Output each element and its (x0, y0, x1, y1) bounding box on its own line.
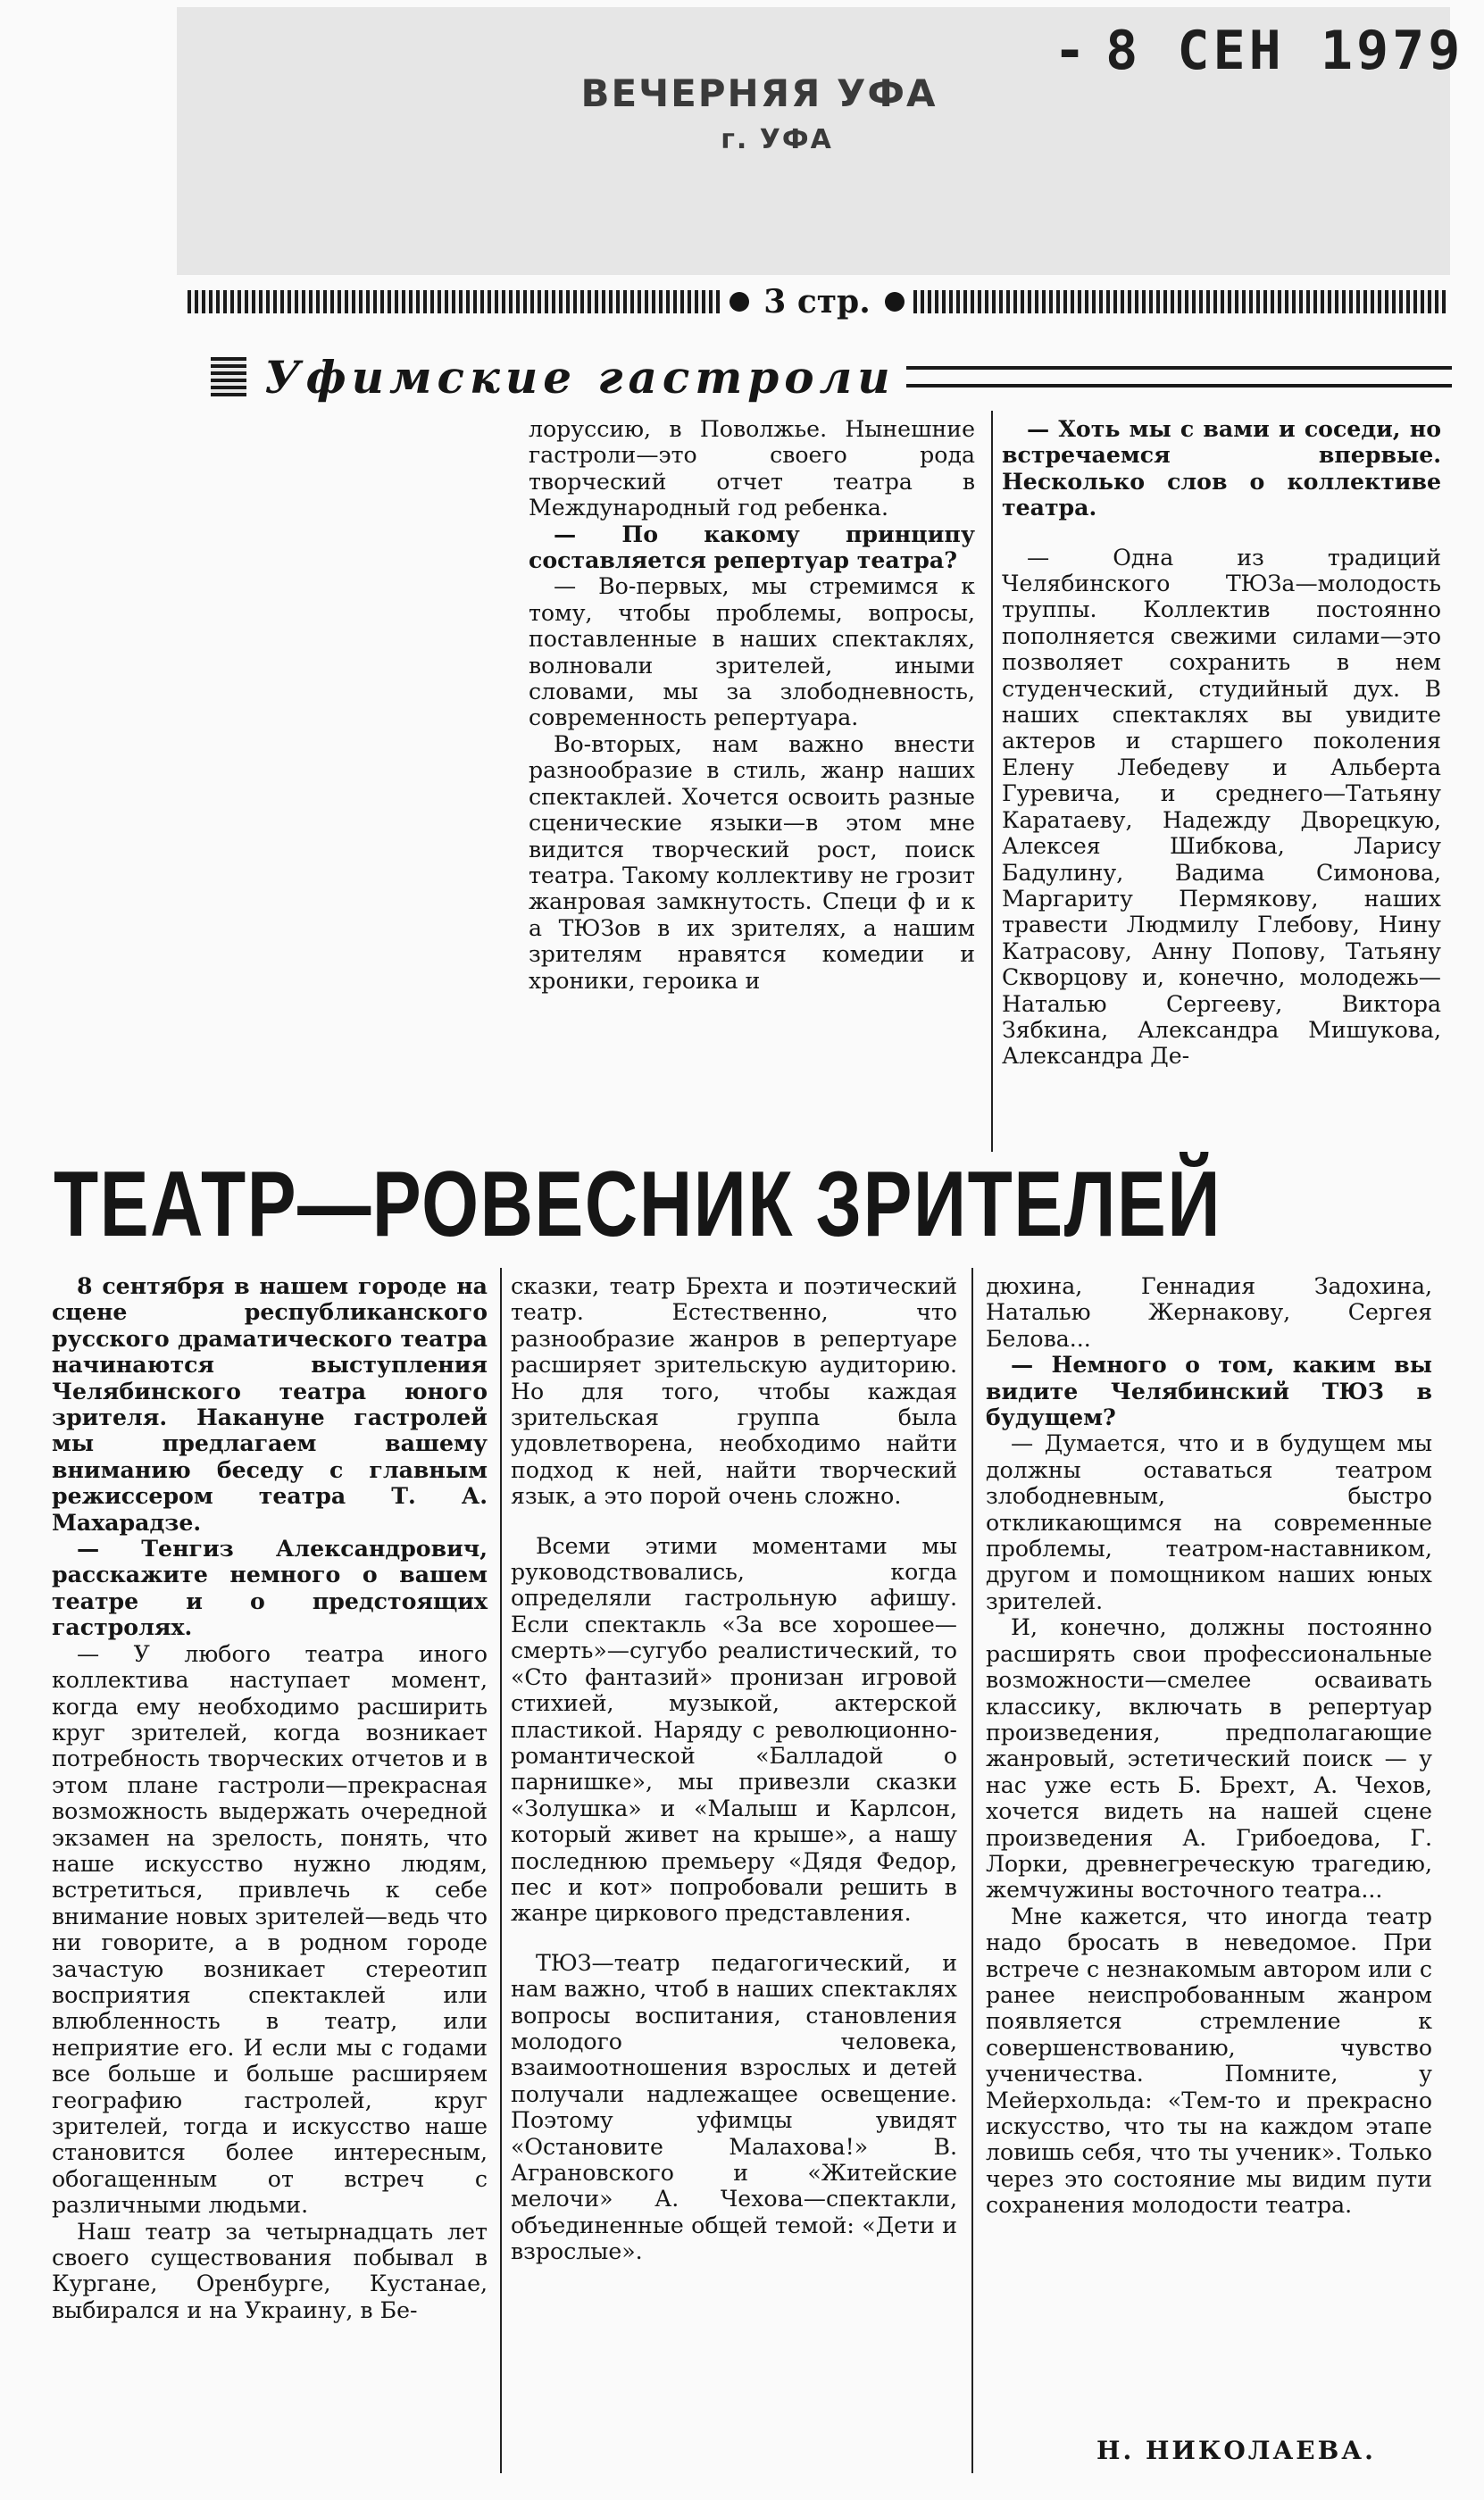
date-dash: - (1054, 20, 1090, 82)
article-headline: ТЕАТР—РОВЕСНИК ЗРИТЕЛЕЙ (54, 1153, 1221, 1256)
article-column-lower-2 (511, 1273, 957, 2265)
date-text: 8 СЕН 1979 (1105, 20, 1464, 82)
publication-name: ВЕЧЕРНЯЯ УФА (580, 71, 938, 115)
rubric-double-rule (906, 366, 1452, 388)
article-paragraph: лоруссию, в Поволжье. Нынешние гастроли—это своего рода творческий отчет театра в Международный год ребенка. (529, 416, 975, 521)
newspaper-masthead (179, 71, 1339, 155)
bullet-icon (729, 292, 749, 312)
article-paragraph: — Тенгиз Александрович, расскажите немного о вашем театре и о предстоящих гастролях. (52, 1535, 488, 1641)
article-paragraph: 8 сентября в нашем городе на сцене республиканского русского драматического театра начинаются выступления Челябинского театра юного зрителя. Накануне гастролей мы предлагаем вашему вниманию беседу с главным режиссером театра Т. А. Махарадзе. (52, 1272, 488, 1536)
article-paragraph: И, конечно, должны постоянно расширять свои профессиональные возможности—смелее осваивать классику, включать в репертуар произведения, предполагающие жанровый, эстетический поиск — у нас уже есть Б. Брехт, А. Чехов, хочется видеть на нашей сцене произведения А. Грибоедова, Г. Лорки, древнегреческую трагедию, жемчужины восточного театра... (986, 1614, 1432, 1904)
article-paragraph: — Одна из традиций Челябинского ТЮЗа—молодость труппы. Коллектив постоянно пополняется свежими силами—это позволяет сохранить в нем студенческий, студийный дух. В наших спектаклях вы увидите актеров и старшего поколения Елену Лебедеву и Альберта Гуревича, и среднего—Татьяну Каратаеву, Надежду Дворецкую, Алексея Шибкова, Ларису Бадулину, Вадима Симонова, Маргариту Пермякову, наших травести Людмилу Глебову, Нину Катрасову, Анну Попову, Татьяну Скворцову и, конечно, молодежь—Наталью Сергееву, Виктора Зябкина, Александра Мишукова, Александра Де- (1002, 544, 1441, 1070)
article-paragraph: Мне кажется, что иногда театр надо бросать в неведомое. При встрече с незнакомым автором или с ранее неиспробованным жанром появляется стремление к совершенствованию, чувство ученичества. Помните, у Мейерхольда: «Тем-то и прекрасно искусство, что ты на каждом этапе ловишь себя, что ты ученик». Только через это состояние мы видим пути сохранения молодости театра. (986, 1903, 1432, 2219)
article-paragraph: дюхина, Геннадия Задохина, Наталью Жернакову, Сергея Белова... (986, 1273, 1432, 1352)
article-column-upper-2 (1002, 416, 1441, 1070)
page-number: 3 стр. (763, 283, 871, 321)
article-paragraph: Наш театр за четырнадцать лет своего существования побывал в Кургане, Оренбурге, Кустанае, выбирался и на Украину, в Бе- (52, 2218, 488, 2323)
article-column-lower-1 (52, 1273, 488, 2323)
article-paragraph: сказки, театр Брехта и поэтический театр. Естественно, что разнообразие жанров в репертуаре расширяет зрительскую аудиторию. Но для того, чтобы каждая зрительская группа была удовлетворена, необходимо найти подход к ней, найти творческий язык, а это порой очень сложно. (511, 1273, 957, 1510)
article-paragraph: Во-вторых, нам важно внести разнообразие в стиль, жанр наших спектаклей. Хочется освоить разные сценические языки—в этом мне видится творческий рост, поиск театра. Такому коллективу не грозит жанровая замкнутость. Специ ф и к а ТЮЗов в их зрителях, а нашим зрителям нравятся комедии и хроники, героика и (529, 730, 976, 994)
column-divider (971, 1268, 973, 2473)
article-paragraph: — Хоть мы с вами и соседи, но встречаемся впервые. Несколько слов о коллективе театра. (1002, 415, 1441, 521)
article-column-lower-3 (986, 1273, 1432, 2219)
column-divider (500, 1268, 502, 2473)
publication-city: г. УФА (721, 124, 833, 155)
bullet-icon (885, 292, 905, 312)
rubric-mark (211, 357, 246, 396)
author-signature: Н. НИКОЛАЕВА. (1096, 2436, 1376, 2465)
rubric-title: Уфимские гастроли (264, 350, 896, 404)
column-divider (991, 411, 993, 1152)
article-paragraph: Всеми этими моментами мы руководствовались, когда определяли гастрольную афишу. Если спектакль «За все хорошее—смерть»—сугубо реалистический, то «Сто фантазий» пронизан игровой стихией, музыкой, актерской пластикой. Наряду с революционно-романтической «Балладой о парнишке», мы привезли сказки «Золушка» и «Малыш и Карлсон, который живет на крыше», а нашу последнюю премьеру «Дядя Федор, пес и кот» попробовали решить в жанре циркового представления. (511, 1532, 957, 1927)
date-stamp (1054, 20, 1463, 82)
page-number-bar (188, 284, 1446, 320)
rubric-row (211, 350, 1452, 404)
article-paragraph: — Во-первых, мы стремимся к тому, чтобы проблемы, вопросы, поставленные в наших спектаклях, волновали зрителей, иными словами, мы за злободневность, современность репертуара. (529, 573, 975, 731)
hatch-rule-right (913, 290, 1446, 313)
article-paragraph: — У любого театра иного коллектива наступает момент, когда ему необходимо расширить круг зрителей, когда возникает потребность творческих отчетов и в этом плане гастроли—прекрасная возможность выдержать очередной экзамен на зрелость, понять, что наше искусство нужно людям, встретиться, привлечь к себе внимание новых зрителей—ведь что ни говорите, а в родном городе зачастую возникает стереотип восприятия спектаклей или влюбленность в театр, или неприятие его. И если мы с годами все больше и больше расширяем географию гастролей, круг зрителей, тогда и искусство наше становится более интересным, обогащенным от встреч с различными людьми. (52, 1640, 488, 2219)
article-paragraph: — Немного о том, каким вы видите Челябинский ТЮЗ в будущем? (986, 1351, 1432, 1431)
hatch-rule-left (188, 290, 721, 313)
article-paragraph: ТЮЗ—театр педагогический, и нам важно, чтоб в наших спектаклях вопросы воспитания, становления молодого человека, взаимоотношения взрослых и детей получали надлежащее освещение. Поэтому уфимцы увидят «Остановите Малахова!» В. Аграновского и «Житейские мелочи» А. Чехова—спектакли, объединенные общей темой: «Дети и взрослые». (511, 1949, 957, 2265)
article-paragraph: — По какому принципу составляется репертуар театра? (529, 520, 975, 574)
article-paragraph: — Думается, что и в будущем мы должны оставаться театром злободневным, быстро откликающимся на современные проблемы, театром-наставником, другом и помощником наших юных зрителей. (986, 1430, 1432, 1614)
article-column-upper-1 (529, 416, 975, 994)
